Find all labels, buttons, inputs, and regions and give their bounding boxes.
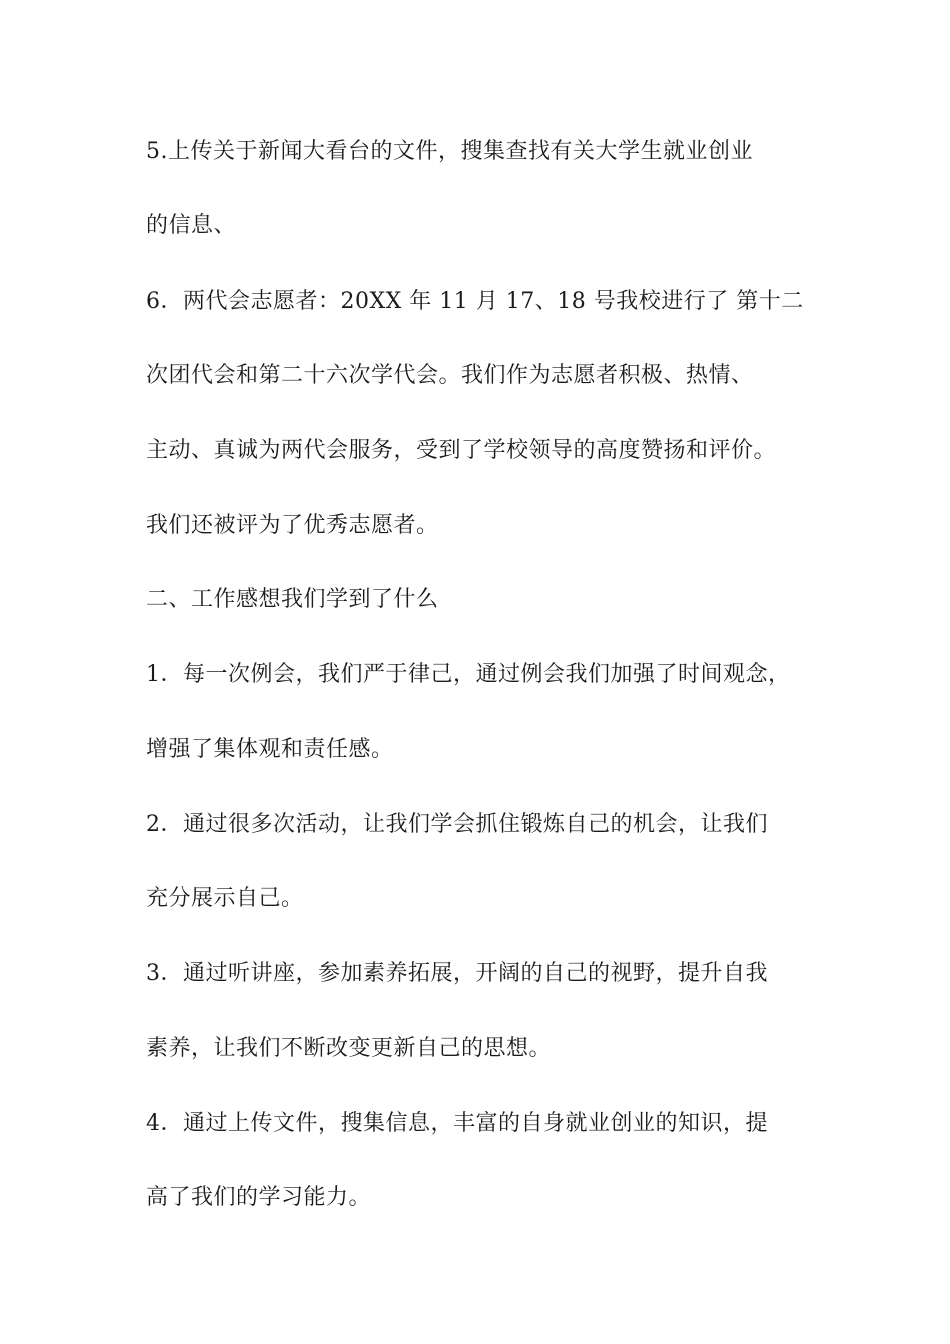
text-line: 1．每一次例会，我们严于律己，通过例会我们加强了时间观念， bbox=[146, 662, 791, 687]
text-line: 4．通过上传文件，搜集信息，丰富的自身就业创业的知识，提 bbox=[146, 1111, 768, 1136]
text-line: 增强了集体观和责任感。 bbox=[146, 737, 394, 762]
text-line: 高了我们的学习能力。 bbox=[146, 1185, 372, 1210]
text-line: 的信息、 bbox=[146, 213, 237, 238]
text-line: 5.上传关于新闻大看台的文件，搜集查找有关大学生就业创业 bbox=[146, 139, 753, 164]
text-line: 2．通过很多次活动，让我们学会抓住锻炼自己的机会，让我们 bbox=[146, 812, 768, 837]
text-line: 3．通过听讲座，参加素养拓展，开阔的自己的视野，提升自我 bbox=[146, 961, 768, 986]
text-line: 次团代会和第二十六次学代会。我们作为志愿者积极、热情、 bbox=[146, 363, 754, 388]
text-line: 主动、真诚为两代会服务，受到了学校领导的高度赞扬和评价。 bbox=[146, 438, 777, 463]
text-line: 充分展示自己。 bbox=[146, 886, 304, 911]
text-line: 6．两代会志愿者：20XX 年 11 月 17、18 号我校进行了 第十二 bbox=[146, 289, 804, 314]
text-line: 我们还被评为了优秀志愿者。 bbox=[146, 513, 439, 538]
text-line: 素养，让我们不断改变更新自己的思想。 bbox=[146, 1036, 552, 1061]
section-heading: 二、工作感想我们学到了什么 bbox=[146, 587, 439, 612]
